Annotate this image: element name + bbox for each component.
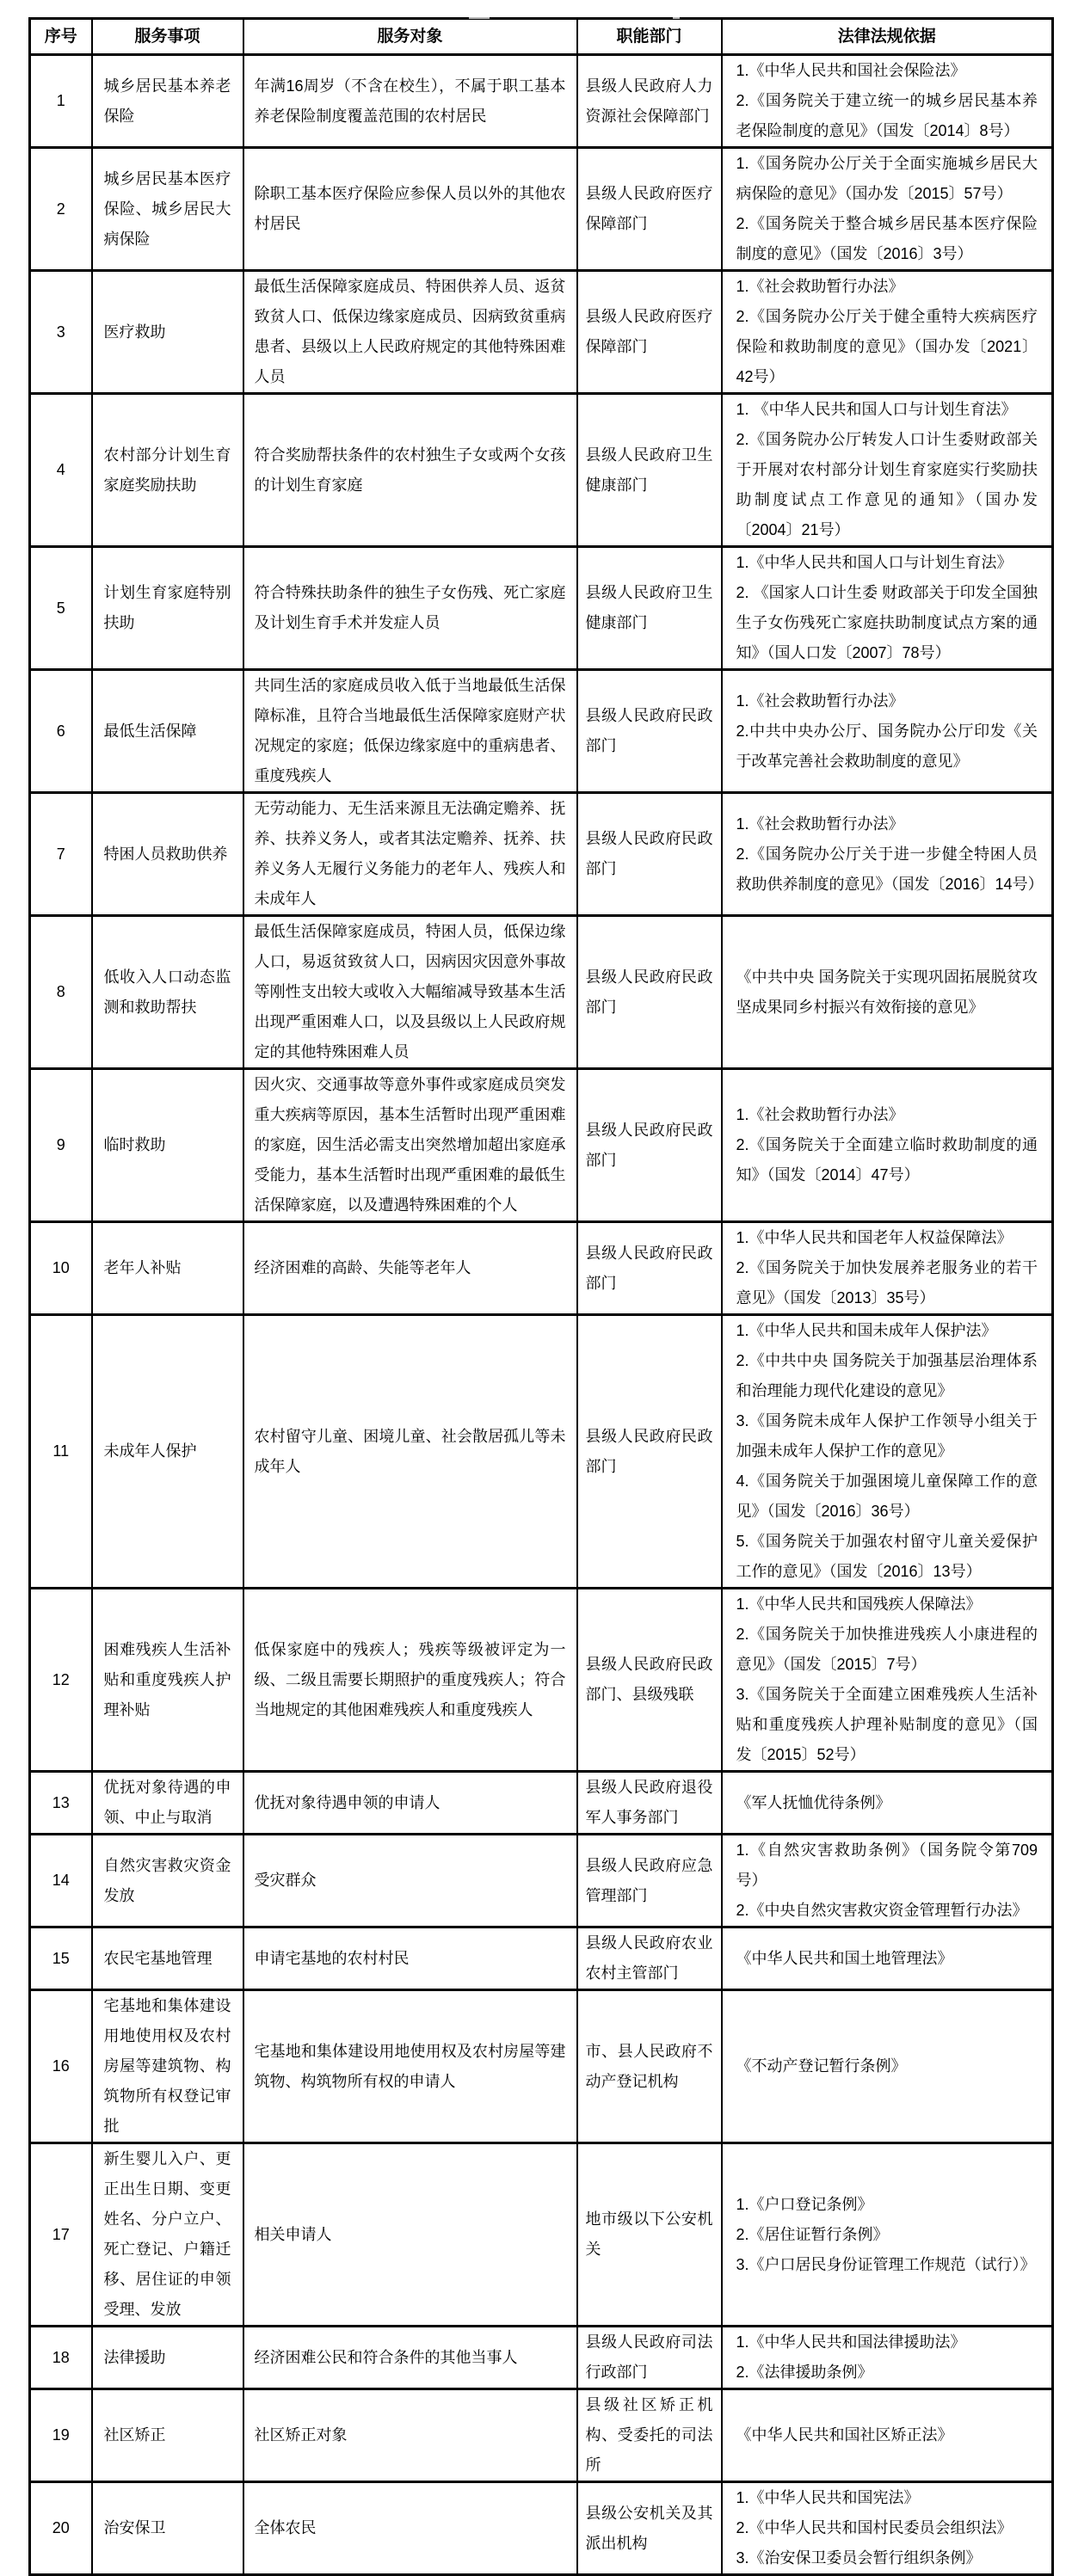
cell-department: 县级人民政府退役军人事务部门 (577, 1772, 722, 1835)
cell-seq: 2 (30, 148, 92, 271)
table-row (30, 2482, 1053, 2575)
table-row (30, 1927, 1053, 1990)
cell-service-target: 相关申请人 (243, 2143, 577, 2327)
cell-seq: 3 (30, 271, 92, 394)
table-row (30, 2389, 1053, 2482)
law-entry: 5.《国务院关于加强农村留守儿童关爱保护工作的意见》（国发〔2016〕13号） (736, 1533, 1038, 1580)
table-row (30, 1835, 1053, 1927)
cell-department: 县级人民政府医疗保障部门 (577, 148, 722, 271)
cell-service-item: 新生婴儿入户、更正出生日期、变更姓名、分户立户、死亡登记、户籍迁移、居住证的申领受理、发放 (92, 2143, 243, 2327)
law-entry: 1.《国务院办公厅关于全面实施城乡居民大病保险的意见》（国办发〔2015〕57号） (736, 155, 1038, 202)
law-entry: 《中华人民共和国土地管理法》 (736, 1949, 953, 1967)
cell-department: 县级人民政府民政部门 (577, 1069, 722, 1222)
cell-service-target: 年满16周岁（不含在校生），不属于职工基本养老保险制度覆盖范围的农村居民 (243, 55, 577, 148)
cell-service-item: 农村部分计划生育家庭奖励扶助 (92, 394, 243, 547)
column-header-legal-basis: 法律法规依据 (722, 19, 1053, 55)
cell-service-item: 低收入人口动态监测和救助帮扶 (92, 916, 243, 1069)
cell-service-target: 社区矫正对象 (243, 2389, 577, 2482)
cell-department: 县级人民政府民政部门、县级残联 (577, 1589, 722, 1772)
table-row (30, 1315, 1053, 1589)
table-row (30, 2143, 1053, 2327)
cell-service-item: 困难残疾人生活补贴和重度残疾人护理补贴 (92, 1589, 243, 1772)
cell-department: 县级人民政府司法行政部门 (577, 2327, 722, 2389)
law-entry: 1.《中华人民共和国老年人权益保障法》 (736, 1229, 1013, 1246)
service-matters-table (28, 17, 1054, 2576)
law-entry: 3.《治安保卫委员会暂行组织条例》 (736, 2549, 982, 2567)
cell-seq: 8 (30, 916, 92, 1069)
cell-service-item: 计划生育家庭特别扶助 (92, 547, 243, 670)
cell-department: 县级社区矫正机构、受委托的司法所 (577, 2389, 722, 2482)
law-entry: 1.《社会救助暂行办法》 (736, 1106, 904, 1123)
table-row (30, 2327, 1053, 2389)
table-row (30, 271, 1053, 394)
cell-seq: 1 (30, 55, 92, 148)
cell-service-item: 最低生活保障 (92, 670, 243, 793)
law-entry: 2.《国务院关于全面建立临时救助制度的通知》（国发〔2014〕47号） (736, 1136, 1038, 1183)
cell-seq: 4 (30, 394, 92, 547)
cell-service-target: 共同生活的家庭成员收入低于当地最低生活保障标准，且符合当地最低生活保障家庭财产状况规定的家庭；低保边缘家庭中的重病患者、重度残疾人 (243, 670, 577, 793)
cell-seq: 5 (30, 547, 92, 670)
table-row (30, 1589, 1053, 1772)
column-header-department: 职能部门 (577, 19, 722, 55)
cell-service-item: 老年人补贴 (92, 1222, 243, 1315)
cell-service-target: 宅基地和集体建设用地使用权及农村房屋等建筑物、构筑物所有权的申请人 (243, 1990, 577, 2143)
law-entry: 1. 《中华人民共和国人口与计划生育法》 (736, 401, 1017, 418)
cell-service-target: 最低生活保障家庭成员、特困供养人员、返贫致贫人口、低保边缘家庭成员、因病致贫重病患者、县级以上人民政府规定的其他特殊困难人员 (243, 271, 577, 394)
cell-service-target: 受灾群众 (243, 1835, 577, 1927)
cell-department: 县级人民政府人力资源社会保障部门 (577, 55, 722, 148)
cell-seq: 20 (30, 2482, 92, 2575)
document-page (0, 17, 1072, 2576)
cell-service-item: 医疗救助 (92, 271, 243, 394)
cell-service-target: 优抚对象待遇申领的申请人 (243, 1772, 577, 1835)
cell-legal-basis (722, 2327, 1053, 2389)
cell-seq: 13 (30, 1772, 92, 1835)
cell-department: 县级人民政府卫生健康部门 (577, 547, 722, 670)
cell-legal-basis (722, 547, 1053, 670)
cell-service-target: 全体农民 (243, 2482, 577, 2575)
cell-service-item: 农民宅基地管理 (92, 1927, 243, 1990)
cell-seq: 18 (30, 2327, 92, 2389)
law-entry: 2.《国务院关于整合城乡居民基本医疗保险制度的意见》（国发〔2016〕3号） (736, 215, 1038, 262)
cell-department: 地市级以下公安机关 (577, 2143, 722, 2327)
cell-service-target: 符合特殊扶助条件的独生子女伤残、死亡家庭及计划生育手术并发症人员 (243, 547, 577, 670)
cell-service-item: 社区矫正 (92, 2389, 243, 2482)
law-entry: 2.《国务院关于加快推进残疾人小康进程的意见》（国发〔2015〕7号） (736, 1626, 1038, 1673)
cell-legal-basis (722, 1315, 1053, 1589)
law-entry: 2. 《国家人口计生委 财政部关于印发全国独生子女伤残死亡家庭扶助制度试点方案的通知》（国人口发〔2007〕78号） (736, 584, 1038, 661)
cell-service-target: 农村留守儿童、困境儿童、社会散居孤儿等未成年人 (243, 1315, 577, 1589)
table-row (30, 547, 1053, 670)
cell-service-target: 无劳动能力、无生活来源且无法确定赡养、抚养、扶养义务人，或者其法定赡养、抚养、扶养义务人无履行义务能力的老年人、残疾人和未成年人 (243, 793, 577, 916)
law-entry: 2.中共中央办公厅、国务院办公厅印发《关于改革完善社会救助制度的意见》 (736, 722, 1038, 770)
table-row (30, 793, 1053, 916)
cell-service-item: 未成年人保护 (92, 1315, 243, 1589)
cell-service-target: 经济困难的高龄、失能等老年人 (243, 1222, 577, 1315)
cell-department: 县级人民政府卫生健康部门 (577, 394, 722, 547)
law-entry: 3.《户口居民身份证管理工作规范（试行）》 (736, 2255, 1036, 2273)
law-entry: 《军人抚恤优待条例》 (736, 1793, 891, 1811)
cell-department: 县级人民政府农业农村主管部门 (577, 1927, 722, 1990)
cell-seq: 19 (30, 2389, 92, 2482)
top-edge-artifact (469, 17, 490, 19)
law-entry: 1.《中华人民共和国法律援助法》 (736, 2333, 966, 2351)
law-entry: 2.《中央自然灾害救灾资金管理暂行办法》 (736, 1902, 1028, 1919)
cell-service-target: 申请宅基地的农村村民 (243, 1927, 577, 1990)
cell-service-target: 符合奖励帮扶条件的农村独生子女或两个女孩的计划生育家庭 (243, 394, 577, 547)
cell-legal-basis (722, 148, 1053, 271)
cell-service-target: 低保家庭中的残疾人；残疾等级被评定为一级、二级且需要长期照护的重度残疾人；符合当地规定的其他困难残疾人和重度残疾人 (243, 1589, 577, 1772)
cell-legal-basis (722, 670, 1053, 793)
cell-department: 县级人民政府应急管理部门 (577, 1835, 722, 1927)
law-entry: 2.《国务院办公厅关于健全重特大疾病医疗保险和救助制度的意见》（国办发〔2021〕42号） (736, 308, 1038, 385)
cell-department: 县级公安机关及其派出机构 (577, 2482, 722, 2575)
law-entry: 1.《中华人民共和国残疾人保障法》 (736, 1595, 982, 1613)
cell-legal-basis (722, 1589, 1053, 1772)
cell-legal-basis (722, 1772, 1053, 1835)
table-row (30, 1069, 1053, 1222)
table-body (30, 55, 1053, 2575)
cell-service-target: 最低生活保障家庭成员，特困人员，低保边缘人口，易返贫致贫人口，因病因灾因意外事故等刚性支出较大或收入大幅缩减导致基本生活出现严重困难人口，以及县级以上人民政府规定的其他特殊困难人员 (243, 916, 577, 1069)
cell-legal-basis (722, 1990, 1053, 2143)
cell-department: 县级人民政府民政部门 (577, 916, 722, 1069)
law-entry: 1.《社会救助暂行办法》 (736, 278, 904, 295)
table-row (30, 1772, 1053, 1835)
cell-legal-basis (722, 394, 1053, 547)
cell-service-target: 除职工基本医疗保险应参保人员以外的其他农村居民 (243, 148, 577, 271)
cell-seq: 14 (30, 1835, 92, 1927)
cell-seq: 10 (30, 1222, 92, 1315)
law-entry: 1.《社会救助暂行办法》 (736, 815, 904, 833)
law-entry: 《不动产登记暂行条例》 (736, 2057, 907, 2075)
cell-seq: 15 (30, 1927, 92, 1990)
law-entry: 3.《国务院关于全面建立困难残疾人生活补贴和重度残疾人护理补贴制度的意见》（国发〔2015〕52号） (736, 1686, 1038, 1763)
cell-department: 县级人民政府民政部门 (577, 793, 722, 916)
cell-department: 县级人民政府民政部门 (577, 1222, 722, 1315)
table-row (30, 670, 1053, 793)
law-entry: 2.《居住证暂行条例》 (736, 2225, 889, 2243)
table-row (30, 1222, 1053, 1315)
law-entry: 2.《国务院关于建立统一的城乡居民基本养老保险制度的意见》（国发〔2014〕8号） (736, 92, 1038, 139)
column-header-seq: 序号 (30, 19, 92, 55)
law-entry: 1.《中华人民共和国宪法》 (736, 2489, 920, 2506)
header-row (30, 19, 1053, 55)
table-row (30, 55, 1053, 148)
law-entry: 2.《中华人民共和国村民委员会组织法》 (736, 2519, 1013, 2536)
law-entry: 1.《中华人民共和国社会保险法》 (736, 62, 966, 79)
law-entry: 2.《国务院办公厅转发人口计生委财政部关于开展对农村部分计划生育家庭实行奖励扶助制度试点工作意见的通知》（国办发〔2004〕21号） (736, 431, 1038, 538)
cell-legal-basis (722, 2389, 1053, 2482)
cell-department: 县级人民政府民政部门 (577, 670, 722, 793)
cell-legal-basis (722, 1927, 1053, 1990)
table-header (30, 19, 1053, 55)
cell-service-target: 经济困难公民和符合条件的其他当事人 (243, 2327, 577, 2389)
cell-legal-basis (722, 271, 1053, 394)
law-entry: 1.《中华人民共和国未成年人保护法》 (736, 1322, 997, 1339)
law-entry: 4.《国务院关于加强困境儿童保障工作的意见》（国发〔2016〕36号） (736, 1472, 1038, 1520)
cell-service-item: 特困人员救助供养 (92, 793, 243, 916)
cell-legal-basis (722, 1222, 1053, 1315)
law-entry: 1.《中华人民共和国人口与计划生育法》 (736, 554, 1013, 571)
cell-legal-basis (722, 793, 1053, 916)
law-entry: 2.《法律援助条例》 (736, 2364, 873, 2381)
cell-seq: 11 (30, 1315, 92, 1589)
cell-seq: 9 (30, 1069, 92, 1222)
cell-service-item: 法律援助 (92, 2327, 243, 2389)
cell-service-item: 城乡居民基本医疗保险、城乡居民大病保险 (92, 148, 243, 271)
law-entry: 1.《社会救助暂行办法》 (736, 692, 904, 710)
table-row (30, 394, 1053, 547)
cell-seq: 6 (30, 670, 92, 793)
law-entry: 《中华人民共和国社区矫正法》 (736, 2426, 953, 2444)
cell-department: 县级人民政府医疗保障部门 (577, 271, 722, 394)
cell-service-item: 治安保卫 (92, 2482, 243, 2575)
cell-seq: 17 (30, 2143, 92, 2327)
cell-service-item: 宅基地和集体建设用地使用权及农村房屋等建筑物、构筑物所有权登记审批 (92, 1990, 243, 2143)
cell-seq: 7 (30, 793, 92, 916)
table-row (30, 1990, 1053, 2143)
cell-service-item: 临时救助 (92, 1069, 243, 1222)
law-entry: 3.《国务院未成年人保护工作领导小组关于加强未成年人保护工作的意见》 (736, 1412, 1038, 1460)
cell-legal-basis (722, 55, 1053, 148)
cell-legal-basis (722, 916, 1053, 1069)
cell-service-item: 优抚对象待遇的申领、中止与取消 (92, 1772, 243, 1835)
column-header-target: 服务对象 (243, 19, 577, 55)
cell-service-item: 城乡居民基本养老保险 (92, 55, 243, 148)
cell-seq: 16 (30, 1990, 92, 2143)
cell-department: 县级人民政府民政部门 (577, 1315, 722, 1589)
law-entry: 1.《户口登记条例》 (736, 2195, 873, 2213)
cell-service-item: 自然灾害救灾资金发放 (92, 1835, 243, 1927)
law-entry: 1.《自然灾害救助条例》（国务院令第709号） (736, 1841, 1038, 1889)
cell-service-target: 因火灾、交通事故等意外事件或家庭成员突发重大疾病等原因，基本生活暂时出现严重困难的家庭，因生活必需支出突然增加超出家庭承受能力，基本生活暂时出现严重困难的最低生活保障家庭，以及遭遇特殊困难的个人 (243, 1069, 577, 1222)
cell-seq: 12 (30, 1589, 92, 1772)
top-edge-artifact (673, 17, 680, 19)
law-entry: 2.《国务院办公厅关于进一步健全特困人员救助供养制度的意见》（国发〔2016〕14号） (736, 845, 1044, 893)
cell-legal-basis (722, 1835, 1053, 1927)
law-entry: 《中共中央 国务院关于实现巩固拓展脱贫攻坚成果同乡村振兴有效衔接的意见》 (736, 968, 1038, 1016)
cell-legal-basis (722, 2143, 1053, 2327)
table-row (30, 148, 1053, 271)
cell-legal-basis (722, 2482, 1053, 2575)
law-entry: 2.《国务院关于加快发展养老服务业的若干意见》（国发〔2013〕35号） (736, 1259, 1038, 1306)
cell-department: 市、县人民政府不动产登记机构 (577, 1990, 722, 2143)
cell-legal-basis (722, 1069, 1053, 1222)
column-header-item: 服务事项 (92, 19, 243, 55)
table-row (30, 916, 1053, 1069)
law-entry: 2.《中共中央 国务院关于加强基层治理体系和治理能力现代化建设的意见》 (736, 1352, 1038, 1399)
